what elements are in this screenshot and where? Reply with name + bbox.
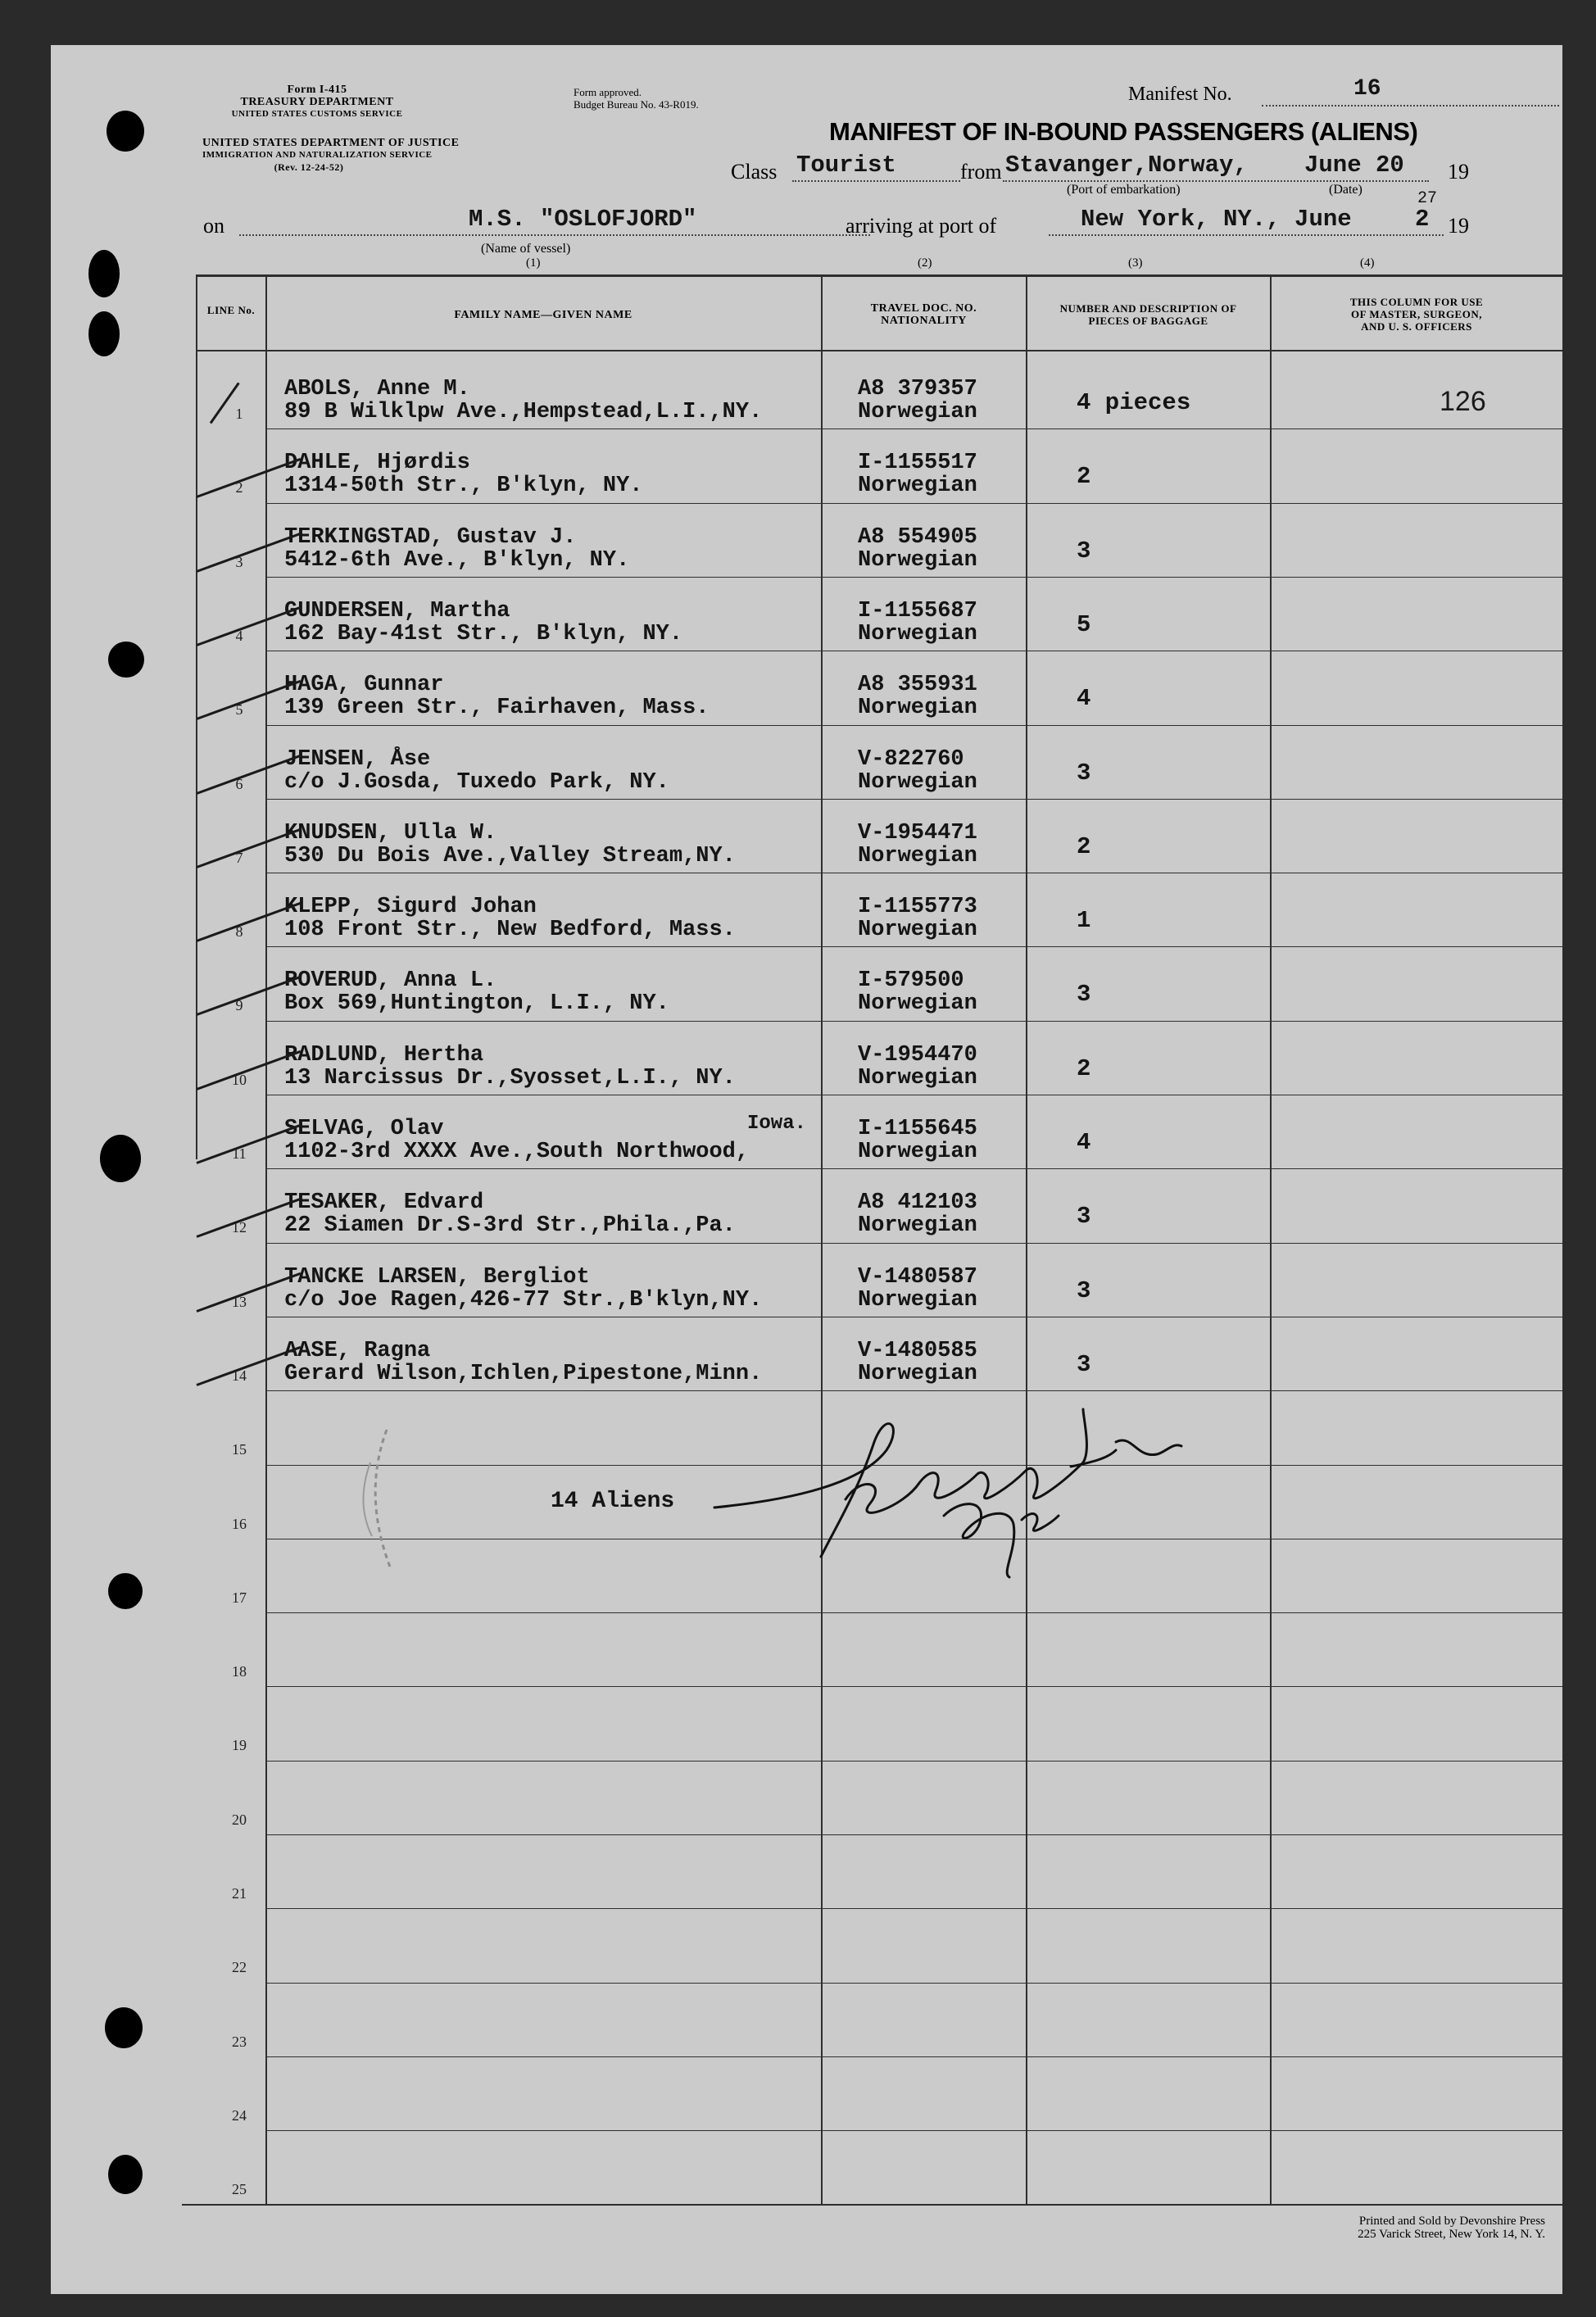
baggage-count: 3 [1077,537,1091,565]
nationality: Norwegian [858,1140,977,1164]
passenger-address: c/o Joe Ragen,426-77 Str.,B'klyn,NY. [284,1288,763,1313]
line-number: 25 [232,2181,247,2197]
line-number: 8 [235,923,243,940]
line-number: 14 [232,1367,247,1384]
nationality: Norwegian [858,474,977,498]
passenger-name: RADLUND, Hertha [284,1043,484,1068]
line-number: 22 [232,1959,247,1975]
travel-doc-number: A8 554905 [858,525,977,550]
baggage-count: 3 [1077,1351,1091,1378]
printer-line-2: 225 Varick Street, New York 14, N. Y. [1358,2228,1545,2241]
passenger-name: ROVERUD, Anna L. [284,968,497,993]
passenger-name: JENSEN, Åse [284,747,431,772]
line-number: 13 [232,1294,247,1310]
passenger-address: Gerard Wilson,Ichlen,Pipestone,Minn. [284,1362,763,1386]
passenger-name: SELVAG, Olav [284,1117,444,1141]
manifest-label: Manifest No. [1128,84,1232,105]
arrival-day-correction: 27 [1417,189,1438,208]
column-header-use-1: THIS COLUMN FOR USE [1349,296,1484,308]
passenger-name: DAHLE, Hjørdis [284,451,470,475]
travel-doc-number: I-1155645 [858,1117,977,1141]
column-number-2: (2) [918,256,932,270]
travel-doc-number: V-1480587 [858,1265,977,1290]
year-prefix: 19 [1448,214,1469,238]
baggage-count: 3 [1077,1203,1091,1230]
passenger-address: Box 569,Huntington, L.I., NY. [284,991,669,1016]
year-prefix: 19 [1448,160,1469,184]
passenger-name: TERKINGSTAD, Gustav J. [284,525,577,550]
travel-doc-number: A8 355931 [858,673,977,697]
passenger-address: 13 Narcissus Dr.,Syosset,L.I., NY. [284,1066,736,1090]
column-header-line: LINE No. [206,304,256,316]
baggage-count: 3 [1077,981,1091,1008]
passenger-name: HAGA, Gunnar [284,673,444,697]
baggage-count: 3 [1077,759,1091,787]
column-number-3: (3) [1128,256,1143,270]
treasury-department: TREASURY DEPARTMENT [240,96,394,108]
passenger-address: 22 Siamen Dr.S-3rd Str.,Phila.,Pa. [284,1213,736,1238]
port-of-embarkation: Stavanger,Norway, [1005,152,1248,179]
passenger-name: ABOLS, Anne M. [284,377,470,401]
baggage-count: 5 [1077,611,1091,638]
passenger-name: AASE, Ragna [284,1339,431,1363]
nationality: Norwegian [858,1362,977,1386]
baggage-count: 4 [1077,1129,1091,1156]
baggage-count: 2 [1077,463,1091,490]
line-number: 24 [232,2107,247,2124]
column-number-1: (1) [526,256,541,270]
baggage-count: 3 [1077,1277,1091,1304]
nationality: Norwegian [858,770,977,795]
port-of-arrival: New York, NY., June [1081,206,1352,233]
on-label: on [203,214,224,238]
vessel-name: M.S. "OSLOFJORD" [469,206,697,233]
punch-hole [100,1135,141,1182]
column-header-use-2: OF MASTER, SURGEON, [1351,308,1482,320]
travel-doc-number: A8 412103 [858,1190,977,1215]
punch-hole [108,2155,143,2194]
passenger-address: 89 B Wilklpw Ave.,Hempstead,L.I.,NY. [284,400,763,424]
line-number: 18 [232,1663,247,1680]
officer-signature [698,1385,1288,1581]
punch-hole [108,1573,143,1609]
travel-doc-number: V-1480585 [858,1339,977,1363]
punch-hole [108,642,144,678]
line-number: 3 [235,554,243,570]
budget-bureau: Budget Bureau No. 43-R019. [574,98,699,111]
punch-hole [107,111,144,152]
travel-doc-number: I-1155517 [858,451,977,475]
departure-date: June 20 [1304,152,1404,179]
nationality: Norwegian [858,1213,977,1238]
line-number: 19 [232,1737,247,1753]
column-header-use-3: AND U. S. OFFICERS [1361,320,1472,333]
class-label: Class [731,160,778,184]
punch-hole [88,250,120,297]
nationality: Norwegian [858,1066,977,1090]
travel-doc-number: V-1954471 [858,821,977,846]
passenger-name: KNUDSEN, Ulla W. [284,821,497,846]
line-number: 6 [235,776,243,792]
department-of-justice: UNITED STATES DEPARTMENT OF JUSTICE [202,137,460,149]
travel-doc-number: I-1155773 [858,895,977,919]
passenger-address: 108 Front Str., New Bedford, Mass. [284,918,736,942]
baggage-count: 2 [1077,833,1091,860]
form-approved: Form approved. [574,86,642,98]
passenger-address: 530 Du Bois Ave.,Valley Stream,NY. [284,844,736,868]
nationality: Norwegian [858,696,977,720]
line-number: 10 [232,1072,247,1088]
travel-doc-number: A8 379357 [858,377,977,401]
line-number: 9 [235,997,243,1013]
passenger-name: TESAKER, Edvard [284,1190,484,1215]
column-header-doc: TRAVEL DOC. NO. [870,302,977,315]
baggage-count: 1 [1077,907,1091,934]
line-number: 16 [232,1516,247,1532]
column-number-4: (4) [1360,256,1375,270]
passenger-address: 1102-3rd XXXX Ave.,South Northwood, [284,1140,750,1164]
port-caption: (Port of embarkation) [1067,183,1181,197]
travel-doc-number: I-579500 [858,968,964,993]
baggage-count: 2 [1077,1055,1091,1082]
arrival-day: 2 [1415,206,1430,233]
official-stamp [329,1413,419,1577]
nationality: Norwegian [858,548,977,573]
column-header-baggage-2: PIECES OF BAGGAGE [1088,315,1208,327]
customs-service: UNITED STATES CUSTOMS SERVICE [231,109,403,119]
from-label: from [960,160,1002,184]
arriving-label: arriving at port of [846,214,997,238]
line-number: 21 [232,1885,247,1902]
passenger-address: 5412-6th Ave., B'klyn, NY. [284,548,630,573]
nationality: Norwegian [858,918,977,942]
baggage-count: 4 pieces [1077,389,1191,416]
manifest-number: 16 [1353,76,1381,102]
line-number: 17 [232,1589,247,1606]
line-number: 2 [235,479,243,496]
address-addendum: Iowa. [747,1113,807,1135]
column-header-name: FAMILY NAME—GIVEN NAME [454,309,633,321]
line-number: 1 [235,406,243,422]
nationality: Norwegian [858,622,977,646]
travel-doc-number: V-822760 [858,747,964,772]
nationality: Norwegian [858,844,977,868]
baggage-count: 4 [1077,685,1091,712]
passenger-address: 162 Bay-41st Str., B'klyn, NY. [284,622,683,646]
column-header-nationality: NATIONALITY [881,315,967,327]
passenger-name: GUNDERSEN, Martha [284,599,510,623]
punch-hole [88,311,120,356]
printer-line-1: Printed and Sold by Devonshire Press [1358,2215,1545,2228]
line-number: 15 [232,1441,247,1458]
passenger-address: 1314-50th Str., B'klyn, NY. [284,474,643,498]
travel-doc-number: V-1954470 [858,1043,977,1068]
form-number: Form I-415 [287,84,347,96]
date-caption: (Date) [1329,183,1362,197]
nationality: Norwegian [858,1288,977,1313]
line-number: 23 [232,2034,247,2050]
column-header-baggage-1: NUMBER AND DESCRIPTION OF [1059,302,1237,315]
travel-doc-number: I-1155687 [858,599,977,623]
passenger-name: KLEPP, Sigurd Johan [284,895,537,919]
form-revision: (Rev. 12-24-52) [274,161,344,173]
passenger-address: 139 Green Str., Fairhaven, Mass. [284,696,710,720]
passenger-address: c/o J.Gosda, Tuxedo Park, NY. [284,770,669,795]
ins-service: IMMIGRATION AND NATURALIZATION SERVICE [202,150,433,160]
class-value: Tourist [796,152,896,179]
manifest-sheet [51,45,1562,2294]
line-number: 7 [235,850,243,866]
passenger-name: TANCKE LARSEN, Bergliot [284,1265,590,1290]
vessel-caption: (Name of vessel) [481,242,571,256]
nationality: Norwegian [858,400,977,424]
page-title: MANIFEST OF IN-BOUND PASSENGERS (ALIENS) [829,117,1418,146]
punch-hole [105,2007,143,2048]
total-aliens: 14 Aliens [551,1489,675,1514]
line-number: 11 [232,1145,247,1162]
line-number: 4 [235,628,243,644]
officer-annotation: 126 [1440,386,1486,417]
line-number: 12 [232,1219,247,1236]
line-number: 20 [232,1811,247,1828]
line-number: 5 [235,701,243,718]
nationality: Norwegian [858,991,977,1016]
